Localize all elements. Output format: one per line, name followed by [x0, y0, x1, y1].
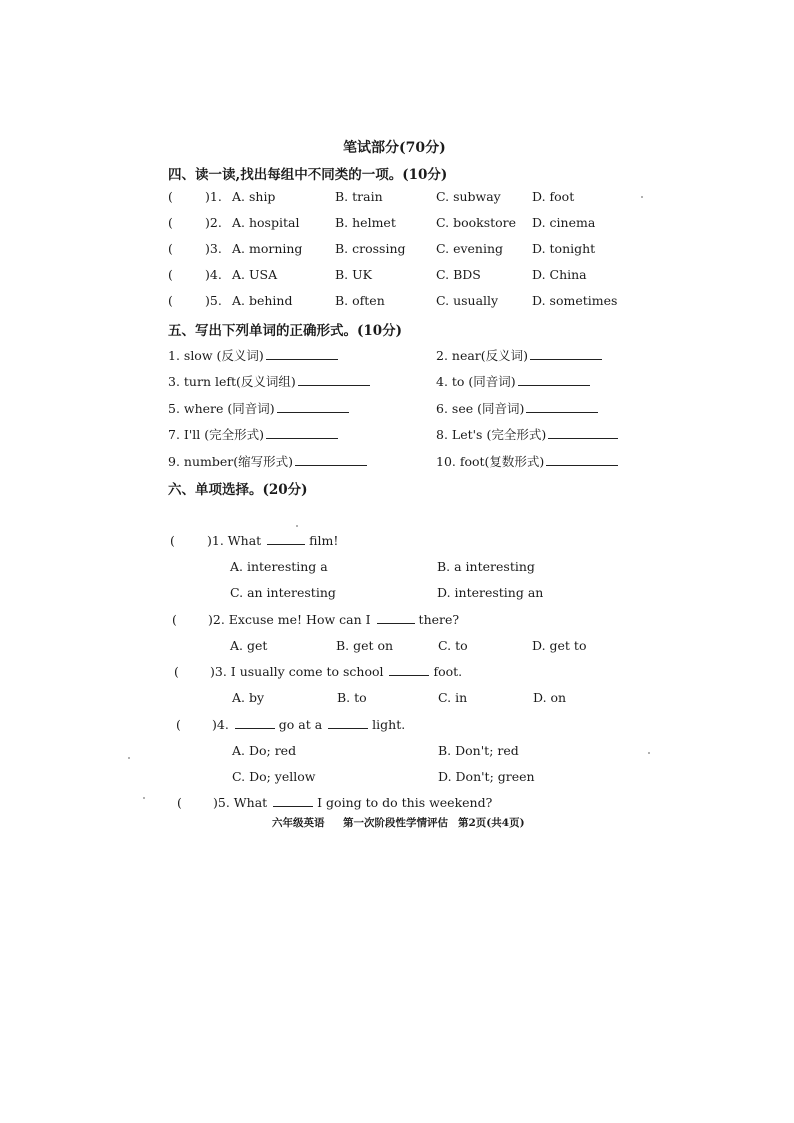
option-d: D. Don't; green	[438, 769, 535, 784]
answer-blank	[235, 718, 275, 729]
scan-speck	[641, 196, 643, 198]
answer-blank	[548, 428, 618, 439]
stem-text: I usually come to school	[230, 664, 384, 679]
answer-paren: (	[168, 241, 173, 256]
answer-paren: (	[168, 215, 173, 230]
answer-paren: (	[170, 533, 175, 548]
question-number: )5.	[205, 293, 222, 308]
option-d: D. foot	[532, 189, 575, 204]
option-c: C. usually	[436, 293, 499, 308]
footer-page-number: 第2页(共4页)	[458, 817, 525, 829]
option-b: B. crossing	[335, 241, 406, 256]
question-stem	[213, 795, 492, 810]
word-form-item	[168, 372, 370, 390]
option-a: A. USA	[232, 267, 278, 282]
option-c: C. evening	[436, 241, 504, 256]
question-number: )4.	[205, 267, 222, 282]
option-d: D. on	[533, 690, 567, 705]
stem-text: Excuse me! How can I	[228, 612, 371, 627]
scan-speck	[648, 752, 650, 754]
option-b: B. train	[335, 189, 383, 204]
option-b: B. Don't; red	[438, 743, 519, 758]
question-stem	[212, 717, 405, 732]
answer-blank	[389, 665, 429, 676]
word-form-item	[168, 452, 367, 470]
question-number: )3.	[210, 664, 227, 679]
answer-blank	[266, 349, 338, 360]
option-b: B. get on	[336, 638, 394, 653]
word-form-prompt: 9. number(缩写形式)	[168, 454, 293, 469]
stem-text: light.	[372, 717, 406, 732]
option-c: C. an interesting	[230, 585, 336, 600]
word-form-item	[436, 425, 618, 443]
option-a: A. interesting a	[230, 559, 328, 574]
option-d: D. get to	[532, 638, 587, 653]
page-title: 笔试部分(70分)	[343, 140, 446, 156]
option-d: D. interesting an	[437, 585, 544, 600]
answer-paren: (	[168, 293, 173, 308]
footer-exam-name: 第一次阶段性学情评估	[343, 817, 448, 829]
option-a: A. hospital	[232, 215, 300, 230]
section-6-heading: 六、单项选择。(20分)	[168, 482, 308, 498]
question-number: )2.	[208, 612, 225, 627]
option-a: A. by	[232, 690, 265, 705]
option-d: D. sometimes	[532, 293, 618, 308]
question-number: )3.	[205, 241, 222, 256]
stem-text: I going to do this weekend?	[317, 795, 493, 810]
scan-speck	[128, 757, 130, 759]
word-form-prompt: 2. near(反义词)	[436, 348, 529, 363]
question-stem	[208, 612, 459, 627]
footer-grade: 六年级英语	[272, 817, 325, 829]
answer-paren: (	[168, 267, 173, 282]
option-d: D. China	[532, 267, 587, 282]
answer-blank	[295, 455, 367, 466]
question-number: )1.	[205, 189, 222, 204]
stem-text: film!	[309, 533, 339, 548]
option-c: C. bookstore	[436, 215, 517, 230]
option-b: B. a interesting	[437, 559, 535, 574]
option-a: A. morning	[232, 241, 303, 256]
question-number: )2.	[205, 215, 222, 230]
option-c: C. Do; yellow	[232, 769, 316, 784]
option-a: A. get	[230, 638, 268, 653]
answer-paren: (	[176, 717, 181, 732]
answer-blank	[328, 718, 368, 729]
section-5-heading: 五、写出下列单词的正确形式。(10分)	[168, 323, 403, 339]
word-form-item	[436, 399, 598, 417]
answer-paren: (	[172, 612, 177, 627]
answer-blank	[273, 796, 313, 807]
stem-text: go at a	[278, 717, 323, 732]
option-c: C. to	[438, 638, 468, 653]
word-form-item	[436, 452, 618, 470]
option-a: A. ship	[232, 189, 276, 204]
word-form-prompt: 7. I'll (完全形式)	[168, 427, 264, 442]
section-4-heading: 四、读一读,找出每组中不同类的一项。(10分)	[168, 167, 448, 183]
word-form-item	[436, 372, 590, 390]
answer-blank	[298, 375, 370, 386]
word-form-prompt: 5. where (同音词)	[168, 401, 275, 416]
word-form-prompt: 3. turn left(反义词组)	[168, 374, 296, 389]
question-number: )4.	[212, 717, 229, 732]
scan-speck	[143, 797, 145, 799]
answer-blank	[277, 402, 349, 413]
option-d: D. tonight	[532, 241, 596, 256]
stem-text: foot.	[433, 664, 463, 679]
word-form-prompt: 4. to (同音词)	[436, 374, 516, 389]
word-form-prompt: 6. see (同音词)	[436, 401, 525, 416]
answer-paren: (	[168, 189, 173, 204]
option-c: C. subway	[436, 189, 501, 204]
answer-paren: (	[177, 795, 182, 810]
answer-blank	[546, 455, 618, 466]
answer-blank	[267, 534, 305, 545]
answer-paren: (	[174, 664, 179, 679]
word-form-item	[168, 346, 338, 364]
answer-blank	[530, 349, 602, 360]
stem-text: What	[227, 533, 262, 548]
stem-text: What	[233, 795, 268, 810]
word-form-item	[168, 399, 349, 417]
word-form-prompt: 8. Let's (完全形式)	[436, 427, 547, 442]
question-number: )1.	[207, 533, 224, 548]
answer-blank	[526, 402, 598, 413]
word-form-item	[168, 425, 338, 443]
word-form-prompt: 1. slow (反义词)	[168, 348, 264, 363]
answer-blank	[266, 428, 338, 439]
option-b: B. often	[335, 293, 385, 308]
option-c: C. BDS	[436, 267, 481, 282]
answer-blank	[518, 375, 590, 386]
scan-speck	[296, 525, 298, 527]
word-form-item	[436, 346, 602, 364]
option-d: D. cinema	[532, 215, 596, 230]
question-stem	[207, 533, 338, 548]
option-b: B. helmet	[335, 215, 396, 230]
answer-blank	[377, 613, 415, 624]
option-b: B. to	[337, 690, 367, 705]
option-b: B. UK	[335, 267, 373, 282]
option-a: A. Do; red	[232, 743, 297, 758]
option-a: A. behind	[232, 293, 293, 308]
question-number: )5.	[213, 795, 230, 810]
option-c: C. in	[438, 690, 468, 705]
question-stem	[210, 664, 462, 679]
stem-text: there?	[418, 612, 460, 627]
word-form-prompt: 10. foot(复数形式)	[436, 454, 545, 469]
